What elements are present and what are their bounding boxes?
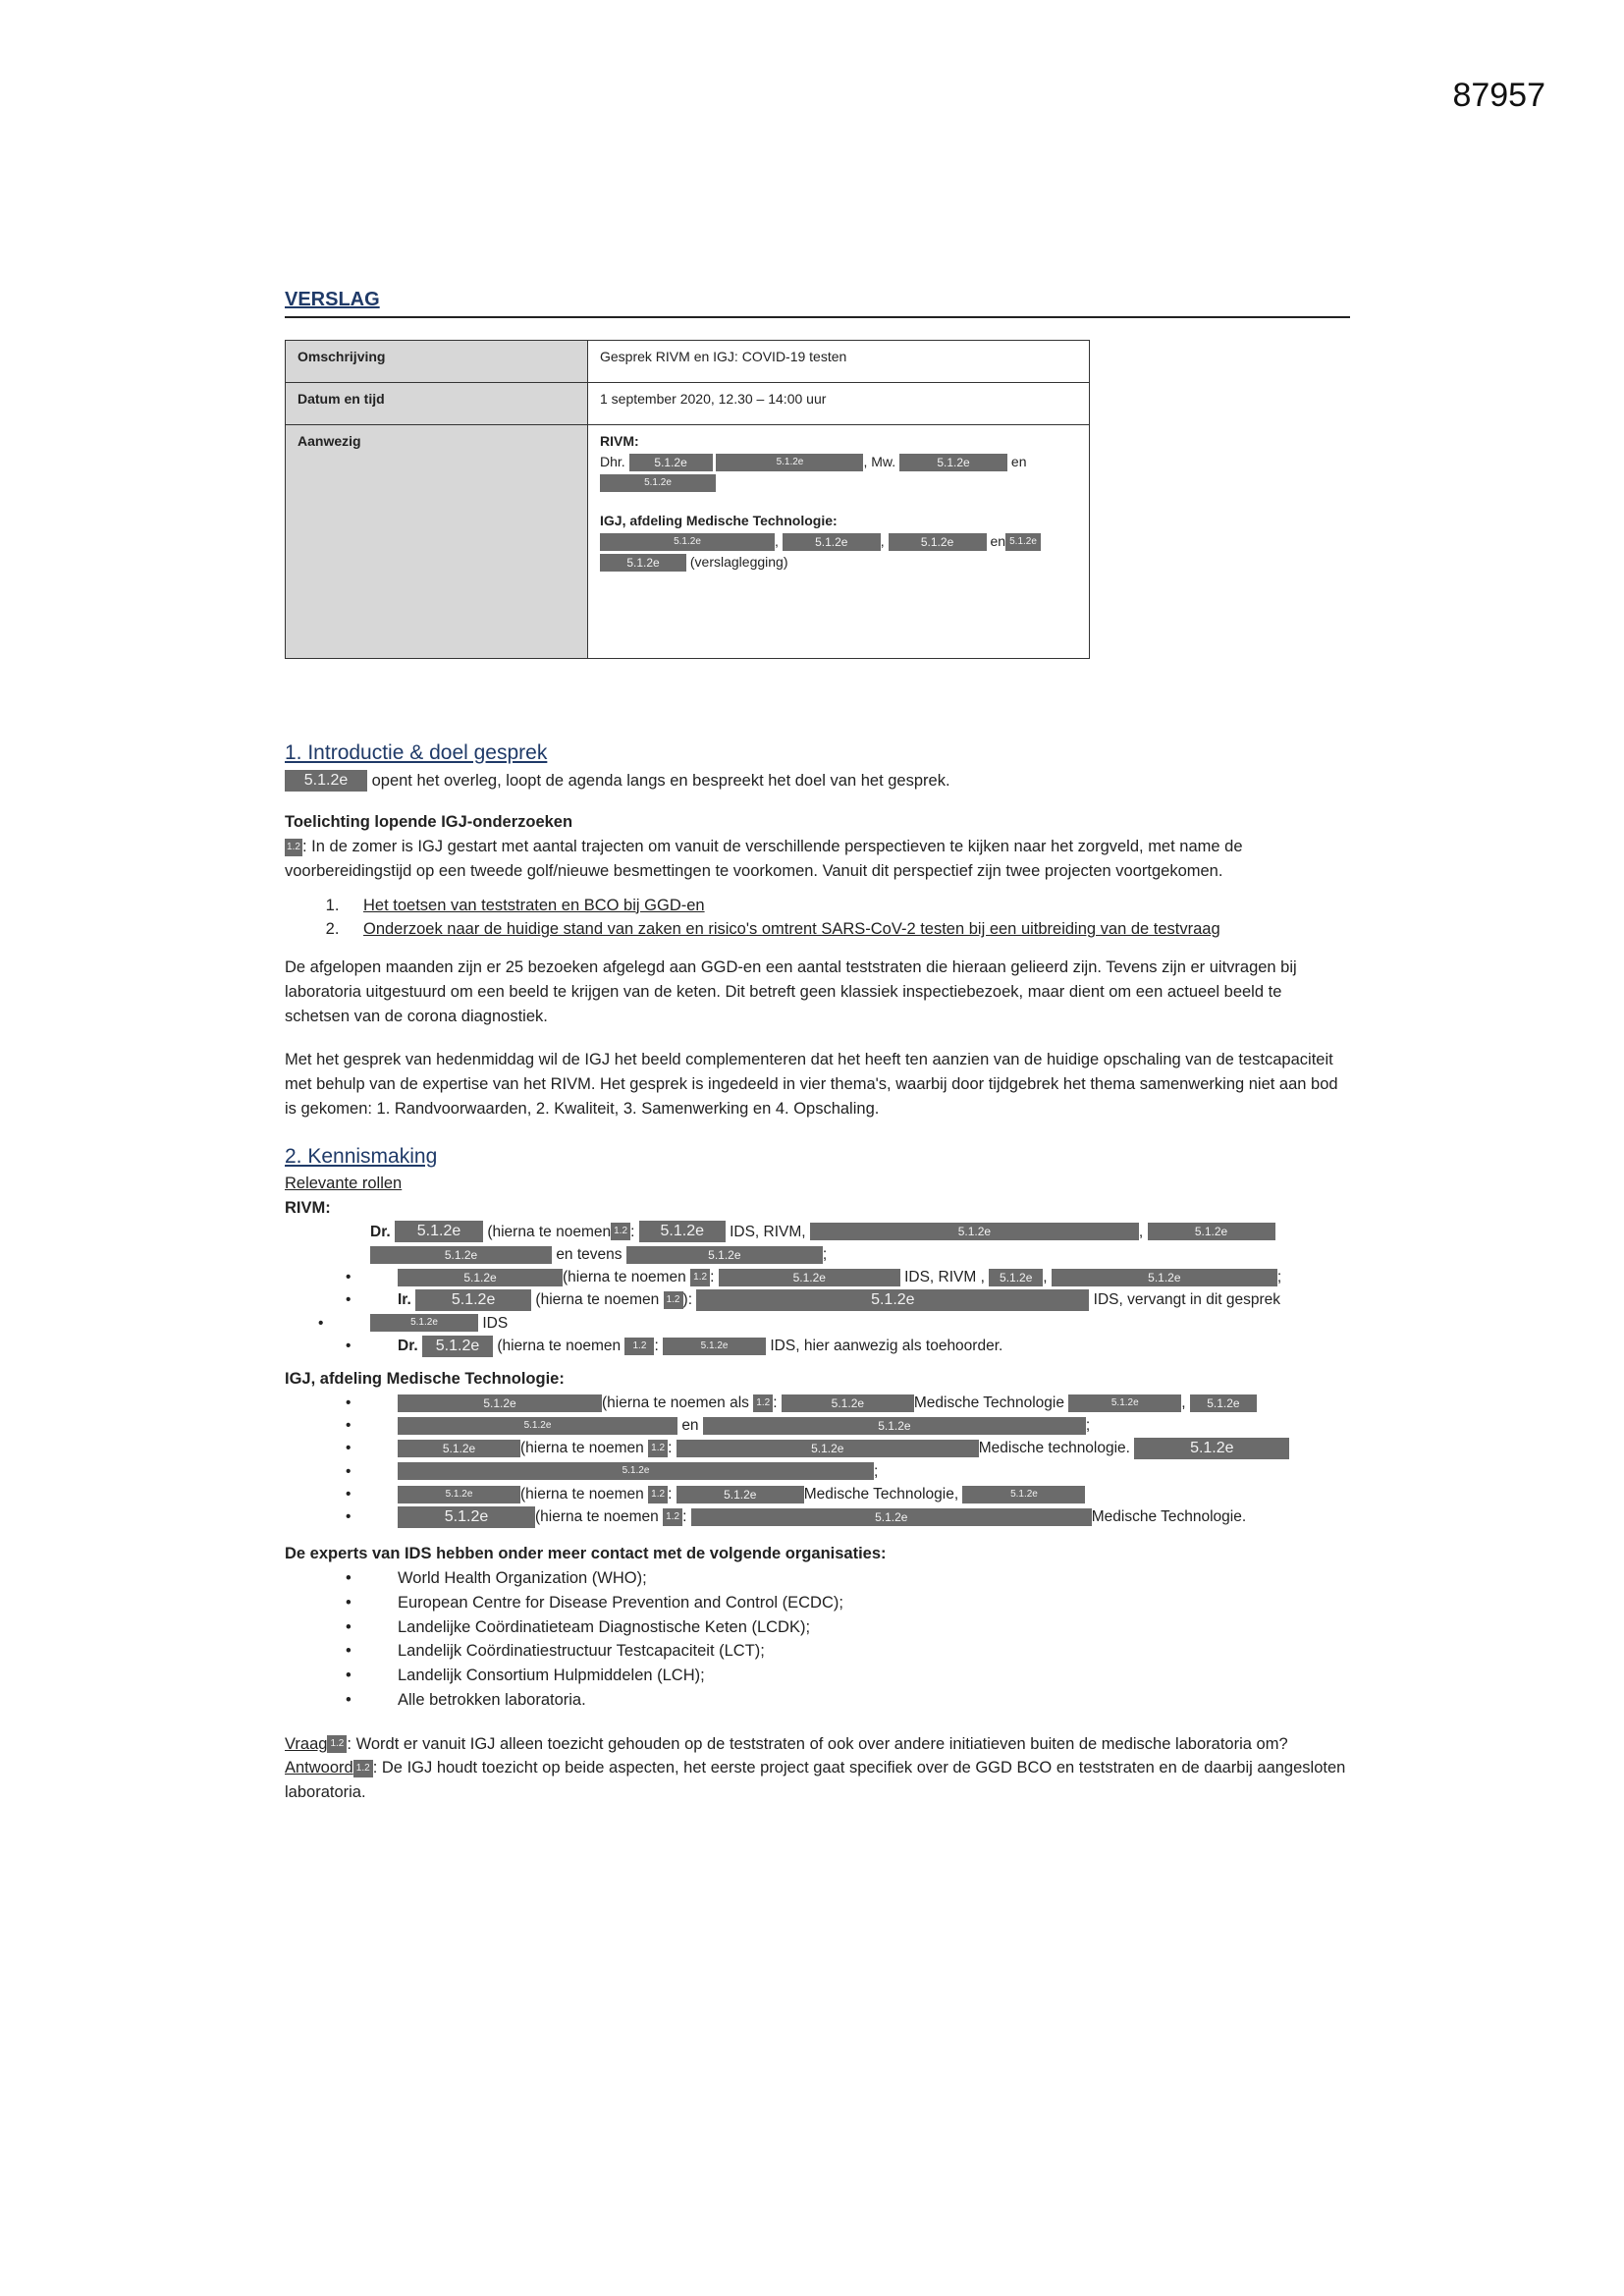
redaction: 5.1.2e [600,554,686,572]
experts-heading: De experts van IDS hebben onder meer contact met de volgende organisaties: [285,1545,887,1563]
en-tevens-text: en tevens [556,1245,623,1263]
redaction: 5.1.2e [398,1440,520,1457]
redaction: 5.1.2e [719,1269,900,1286]
redaction: 1.2 [611,1223,630,1240]
antwoord-text: : De IGJ houdt toezicht op beide aspecten, het eerste project gaat specifiek over de GGD BCO en teststraten en de daarbij aangesloten laboratoria. [285,1759,1346,1801]
rivm-roles: Dr. 5.1.2e (hierna te noemen 1.2 : 5.1.2e IDS, RIVM, 5.1.2e , 5.1.2e 5.1.2e en tevens 5.1.2e ; • 5.1.2e (hierna te noemen 1.2 : 5.1.2e IDS, RIVM , 5.1.2e , 5.1.2e ; • Ir. 5.1.2e (hierna te noemen 1.2 ): 5.1.2e IDS, vervangt in dit gesprek • 5.1.2e IDS • Dr. 5.1.2e (hierna te noemen 1.2 : 5.1.2e IDS, hier aanwezig als toehoorder. [285,1221,1350,1358]
redaction: 5.1.2e [1052,1269,1277,1286]
label-omschrijving: Omschrijving [286,341,588,383]
redaction: 5.1.2e [962,1486,1085,1503]
redaction: 5.1.2e [600,533,775,551]
document-number: 87957 [1452,77,1545,114]
redaction: 5.1.2e [639,1221,726,1242]
paragraph-1: : In de zomer is IGJ gestart met aantal trajecten om vanuit de verschillende perspectieven te kijken naar het zorgveld, met name de voorbereidingstijd op een tweede golf/nieuwe besmettingen te voorkomen. Vanuit dit perspectief zijn twee projecten voortgekomen. [285,838,1243,880]
en-text: en [1010,454,1027,469]
project-list [285,894,1350,943]
redaction: 5.1.2e [989,1269,1043,1286]
subheading-toelichting: Toelichting lopende IGJ-onderzoeken [285,813,573,832]
paragraph-2: De afgelopen maanden zijn er 25 bezoeken afgelegd aan GGD-en een aantal teststraten die hieraan gelieerd zijn. Tevens zijn er uitvragen bij laboratoria uitgestuurd om een beeld te krijgen van de keten. Dit betreft geen klassiek inspectiebezoek, maar dient om een actueel beeld te schetsen van de corona diagnostiek. [285,958,1297,1025]
redaction: 5.1.2e [1148,1223,1275,1240]
igj-heading: IGJ, afdeling Medische Technologie: [285,1370,565,1388]
redaction: 5.1.2e [398,1462,874,1480]
list-item: • World Health Organization (WHO); [370,1566,1350,1591]
redaction: 5.1.2e [1005,533,1041,551]
title-dr: Dr. [398,1337,418,1354]
redaction: 1.2 [327,1735,347,1753]
hierna-text: (hierna te noemen [520,1440,644,1457]
mw-label: Mw. [871,454,896,469]
label-datum: Datum en tijd [286,383,588,425]
med-tech-text: Medische Technologie [913,1394,1064,1411]
redaction: 5.1.2e [716,454,863,471]
list-item: • Landelijke Coördinatieteam Diagnostische Keten (LCDK); [370,1615,1350,1640]
dhr-label: Dhr. [600,454,625,469]
redaction: 5.1.2e [398,1486,520,1503]
redaction: 1.2 [690,1269,710,1286]
redaction: 5.1.2e [626,1246,823,1264]
ids-rivm-text: IDS, RIVM , [904,1269,985,1285]
redaction: 5.1.2e [677,1486,804,1503]
med-tech-text: Medische technologie. [978,1440,1130,1457]
redaction: 5.1.2e [889,533,987,551]
en-text: en [681,1417,699,1434]
redaction: 5.1.2e [370,1314,478,1332]
redaction: 5.1.2e [422,1336,493,1357]
hierna-text: (hierna te noemen [487,1223,612,1240]
list-item: • European Centre for Disease Prevention and Control (ECDC); [370,1591,1350,1615]
redaction: 5.1.2e [810,1223,1139,1240]
hierna-text: (hierna te noemen als [602,1394,749,1411]
redaction: 5.1.2e [1068,1394,1181,1412]
attendees-igj-heading: IGJ, afdeling Medische Technologie: [600,513,838,528]
list-item: • Landelijk Coördinatiestructuur Testcapaciteit (LCT); [370,1639,1350,1664]
redaction: 5.1.2e [783,533,881,551]
redaction: 1.2 [664,1291,683,1309]
en-text: en [990,533,1006,549]
title-dr: Dr. [370,1223,391,1240]
hierna-text: (hierna te noemen [497,1337,622,1354]
intro-text: opent het overleg, loopt de agenda langs en bespreekt het doel van het gesprek. [371,771,950,790]
redaction: 5.1.2e [677,1440,979,1457]
document-page [285,285,1350,1805]
list-item: • Landelijk Consortium Hulpmiddelen (LCH); [370,1664,1350,1688]
redaction: 5.1.2e [899,454,1007,471]
redaction: 5.1.2e [415,1289,531,1311]
igj-role-list: • 5.1.2e (hierna te noemen als 1.2 : 5.1.2e Medische Technologie 5.1.2e , 5.1.2e • 5.1.2e en 5.1.2e ; • 5.1.2e (hierna te noemen 1.2 : 5.1.2e Medische technologie. 5.1.2e • 5.1.2e ; • 5.1.2e (hierna te noemen 1.2 : 5.1.2e Medische Technologie, 5.1.2e • 5.1.2e (hierna te noemen 1.2 : 5.1.2e Medische Technologie. [285,1392,1350,1529]
redaction: 5.1.2e [398,1506,535,1528]
redaction: 5.1.2e [696,1289,1089,1311]
ids-toehoorder-text: IDS, hier aanwezig als toehoorder. [770,1337,1003,1354]
redaction: 5.1.2e [703,1417,1086,1435]
organisations-list [285,1566,1350,1713]
redaction: 5.1.2e [629,454,713,471]
relevante-rollen: Relevante rollen [285,1175,403,1192]
redaction: 1.2 [753,1394,773,1412]
redaction: 5.1.2e [691,1508,1092,1526]
title-ir: Ir. [398,1291,411,1309]
redaction: 5.1.2e [370,1246,552,1264]
med-tech-text: Medische Technologie. [1091,1508,1247,1525]
redaction: 1.2 [285,839,302,856]
rivm-heading: RIVM: [285,1198,331,1217]
med-tech-text: Medische Technologie, [803,1485,959,1503]
attendees-rivm-heading: RIVM: [600,433,639,449]
paragraph-3: Met het gesprek van hedenmiddag wil de IGJ het beeld complementeren dat het heeft ten aanzien van de huidige opschaling van de testcapaciteit met behulp van de expertise van het RIVM. Het gesprek is ingedeeld in vier thema's, waarbij door tijdgebrek het thema samenwerking niet aan bod is gekomen: 1. Randvoorwaarden, 2. Kwaliteit, 3. Samenwerking en 4. Opschaling. [285,1051,1338,1118]
antwoord-label: Antwoord [285,1759,353,1777]
redaction: 1.2 [353,1760,373,1777]
redaction: 5.1.2e [285,770,367,792]
redaction: 5.1.2e [600,474,716,492]
redaction: 1.2 [663,1508,682,1526]
hierna-text: (hierna te noemen [535,1291,660,1309]
question-paragraph [285,1732,1350,1757]
redaction: 1.2 [624,1338,654,1355]
redaction: 5.1.2e [1134,1438,1289,1459]
vraag-text: : Wordt er vanuit IGJ alleen toezicht gehouden op de teststraten of ook over andere initiatieven buiten de medische laboratoria om? [347,1734,1288,1753]
redaction: 5.1.2e [663,1338,766,1355]
rivm-role-list: • 5.1.2e (hierna te noemen 1.2 : 5.1.2e IDS, RIVM , 5.1.2e , 5.1.2e ; • Ir. 5.1.2e (hierna te noemen 1.2 ): 5.1.2e IDS, vervangt in dit gesprek • 5.1.2e IDS • Dr. 5.1.2e (hierna te noemen 1.2 : 5.1.2e IDS, hier aanwezig als toehoorder. [370,1266,1350,1357]
vraag-label: Vraag [285,1734,328,1753]
redaction: 5.1.2e [398,1269,563,1286]
value-omschrijving: Gesprek RIVM en IGJ: COVID-19 testen [588,341,1090,383]
value-datum: 1 september 2020, 12.30 – 14:00 uur [588,383,1090,425]
list-item: 2. Onderzoek naar de huidige stand van zaken en risico's omtrent SARS-CoV-2 testen bij een uitbreiding van de testvraag [344,917,1350,942]
ids-vervangt-text: IDS, vervangt in dit gesprek [1093,1291,1281,1309]
redaction: 5.1.2e [1190,1394,1257,1412]
meeting-info-table [285,340,1090,659]
redaction: 5.1.2e [782,1394,914,1412]
section-1-heading: 1. Introductie & doel gesprek [285,741,548,764]
ids-rivm-text: IDS, RIVM, [730,1223,806,1240]
hierna-text: (hierna te noemen [563,1269,686,1285]
value-aanwezig: RIVM: Dhr. 5.1.2e 5.1.2e , Mw. 5.1.2e en 5.1.2e IGJ, afdeling Medische Technologie: 5.1.2e , 5.1.2e , 5.1.2e en 5.1.2e 5.1.2e (verslaglegging) [588,425,1090,659]
document-title: VERSLAG [285,289,380,310]
redaction: 1.2 [648,1440,668,1457]
list-item: 1. Het toetsen van teststraten en BCO bij GGD-en [344,894,1350,918]
title-rule [285,316,1350,318]
section-2-heading: 2. Kennismaking [285,1144,438,1168]
redaction: 5.1.2e [398,1417,677,1435]
redaction: 5.1.2e [398,1394,602,1412]
hierna-text: (hierna te noemen [535,1508,659,1525]
verslaglegging-text: (verslaglegging) [689,554,788,570]
ids-text: IDS [482,1314,509,1332]
list-item: • Alle betrokken laboratoria. [370,1688,1350,1713]
redaction: 1.2 [648,1486,668,1503]
label-aanwezig: Aanwezig [286,425,588,659]
hierna-text: (hierna te noemen [520,1485,644,1503]
redaction: 5.1.2e [395,1221,483,1242]
answer-paragraph [285,1756,1350,1805]
